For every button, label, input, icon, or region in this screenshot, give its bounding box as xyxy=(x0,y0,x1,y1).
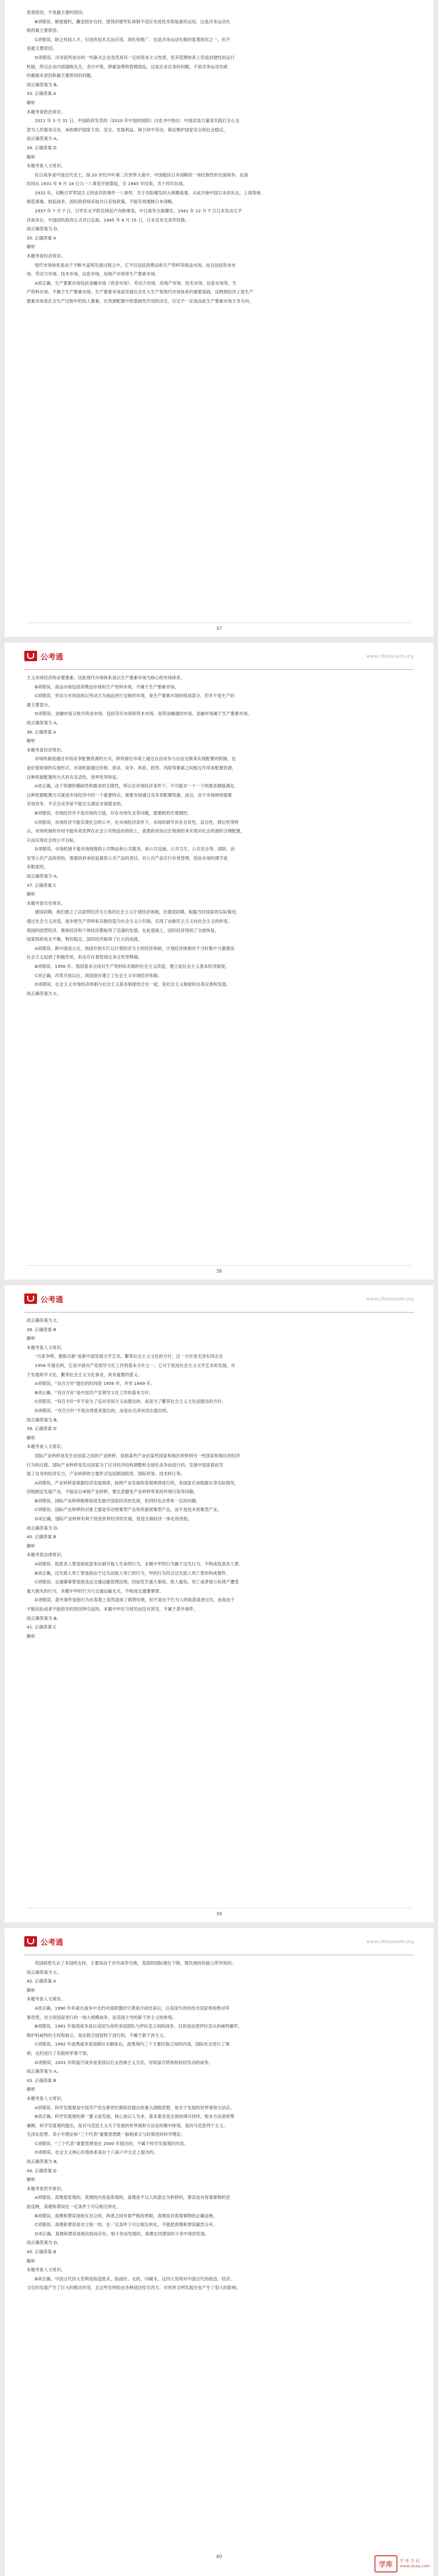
text-line: C项错误，缺乏科技人才，引进的技术无法应用，消化和推广，也是洋务运动失败的客观原因之一，但不 xyxy=(35,36,230,42)
text-line: A项错误，“双百方针”提出的时间是 1956 年，并非 1949 年。 xyxy=(35,1381,155,1387)
page-footer-rule xyxy=(27,622,411,623)
text-line: 兼顾。科学发展观的提出，是对马克思主义关于发展的世界观和方法论的集中体现，是同马克思列宁主义、 xyxy=(27,2122,228,2128)
text-line: “百家争鸣、推陈出新”是新中国发展文学艺术、繁荣社会主义文化的方针，这一方针是毛泽东同志在 xyxy=(35,1354,223,1359)
text-line: B项正确，科学发展观的第一要义是发展，核心是以人为本，基本要求是全面协调可持续，根本方法是统筹 xyxy=(35,2114,235,2120)
text-line: 41. 正确答案 C xyxy=(27,1624,57,1630)
document-page-38 xyxy=(5,643,433,1280)
text-line: A项正确，1990 年科索沃战争中北约对南联盟的空袭是冷战结束后，以美国为首的西方国家利用绝对军 xyxy=(35,2005,230,2011)
text-line: 国家财政收支平衡，物价稳定，国民经济取得了巨大的成就。 xyxy=(27,937,142,942)
text-line: 本题考查政治常识。 xyxy=(27,109,65,115)
page-body xyxy=(27,1959,411,2293)
text-line: A项错误，科学发展观是中国共产党在新世纪新阶段提出的重大战略思想，是关于发展的世界观和方法论。 xyxy=(35,2105,235,2110)
text-line: 42. 正确答案 A xyxy=(27,1978,57,1984)
text-line: 这种资源配置方式就是市场经济中的一个重要特点，需要市场通过竞争来配置资源。而且，由于市场规则需要 xyxy=(27,792,232,798)
text-line: 从而实现社会的公平目标。 xyxy=(27,837,78,843)
text-line: 故正确答案为 D。 xyxy=(27,226,61,232)
text-line: B项正确，中国古代四大发明是指造纸术、指南针、火药、印刷术，这四大发明对中国古代的政治、经济、 xyxy=(35,2276,235,2282)
text-line: B项正确，“双百方针”是中国共产党领导文化工作的基本方针。 xyxy=(35,1390,153,1395)
text-line: 通过社会主义改造，逐步把生产资料私有制改造为社会主义公有制，实现了由新民主主义向社会主义的转变。 xyxy=(27,919,232,924)
brand-name: 公考通 xyxy=(41,653,64,662)
text-line: B项错误，真理和谬误是相互对立的，两者之间有着严格的界限，真理是对客观事物的正确反映。 xyxy=(35,2213,218,2218)
text-line: 本题考查人文常识。 xyxy=(27,1344,65,1350)
text-line: 故正确答案为 B。 xyxy=(27,1615,61,1621)
text-line: 故正确答案为 C。 xyxy=(27,1318,61,1323)
page-header xyxy=(24,1928,414,1955)
text-line: D项错误，市场机制不能有效地提供公共物品和公共服务，如公共设施、公共卫生、公共安全等。国防、治 xyxy=(35,846,235,852)
watermark-logo: 学库 xyxy=(374,2555,397,2573)
brand-logo-icon xyxy=(24,651,37,661)
text-line: 事优势，对主权国家进行的一场大规模战争，是美国主导的新干涉主义的体现。 xyxy=(27,2014,176,2020)
text-line: 制造事端，挑起战争，国民政府则采取对日妥协政策，不能有效遏制日本侵略。 xyxy=(27,199,176,205)
text-line: 故正确答案为 B。 xyxy=(27,82,61,87)
text-line: 故正确答案为 D。 xyxy=(27,1525,61,1531)
text-line: 33. 正确答案 A xyxy=(27,91,57,97)
header-url: www.chinaexam.org xyxy=(366,1939,414,1944)
page-number: 39 xyxy=(216,1911,222,1917)
watermark-url: www.xkzq.com xyxy=(399,2564,430,2568)
text-line: 解析 xyxy=(27,2258,35,2264)
text-line: 45. 正确答案 B xyxy=(27,2249,57,2254)
text-line: 故正确答案为 B。 xyxy=(27,2159,61,2165)
text-line: 意为人民服务宗旨，承担维护国家主权、安全、发展利益，保卫和平劳动，保证维护国家安全和社会稳定， xyxy=(27,127,228,132)
brand-name: 公考通 xyxy=(41,1295,64,1304)
text-line: 1956 年提出的，它是中国共产党领导文化工作的基本方针之一。它对于促进社会主义文学艺术的发展，对 xyxy=(35,1362,235,1368)
text-line: 建国初期，我们建立了以国营经济为主体的社会主义计划经济体制，在建国初期，根据当时国家的实际情况， xyxy=(35,909,240,915)
text-line: 要素市场是社会生产过程中的投入要素。在资源配置中的基础性作用的决定，应定不一定是由此生产要素市场主导方向。 xyxy=(27,298,253,304)
text-line: B项错误，1991 年海湾战争是以美国为首的多国部队与伊拉克之间的战争，目的是迫使伊拉克从科威特撤军， xyxy=(35,2024,242,2029)
text-line: 解析 xyxy=(27,2177,35,2183)
text-line: D项错误，社会主义核心价值体系是在十六届六中全会上提出的。 xyxy=(35,2150,158,2155)
text-line: 主义市场经济的必要要素。因此现代市场体系是以生产要素市场为核心的市场体系。 xyxy=(27,675,185,680)
text-line: C项错误，劳动力市场是指以劳动力为商品进行交换的市场，是生产要素市场的组成部分，但并不是生产的 xyxy=(35,693,235,699)
text-line: 35. 正确答案 A xyxy=(27,235,57,241)
text-line: 安等公共产品的供给，需要政府承担起提供公共产品的责任，对公共产品实行有效管理，因此市场的调节是 xyxy=(27,855,228,861)
text-line: 我国的国营经济、集体经济和个体经济都取得了迅速的发展，在此基础上，国民经济得到了全面恢复， xyxy=(27,927,219,933)
text-line: 故正确答案为 C。 xyxy=(27,1969,61,1975)
text-line: C项正确，改革开放以后，我国逐步建立了社会主义市场经济体制。 xyxy=(35,972,162,978)
text-line: B项错误，市场经济并不是市场的万能，存在市场失灵等问题，需要政府宏观调控。 xyxy=(35,810,192,816)
text-line: A项正确，生产要素市场包括金融市场（资金市场）、劳动力市场、房地产市场、技术市场、信息市场等，生 xyxy=(35,280,237,286)
text-line: A项错误，真理是客观的，真理的内容是客观的，真理是不以人的意志为转移的，谬误是对客观事物的歪 xyxy=(35,2195,230,2201)
text-line: 37. 正确答案 C xyxy=(27,882,57,888)
text-line: 社会主义起到了积极作用，但也存在着管得过多过死等弊端。 xyxy=(27,955,142,960)
text-line: 洋战争后，中国国民政府正式对日宣战。1945 年 8 月 15 日，日本宣布无条件投降。 xyxy=(27,217,190,223)
text-line: 毛泽东思想、邓小平理论和“三个代表”重要思想既一脉相承又与时俱进的科学理论。 xyxy=(27,2132,185,2138)
page-number: 38 xyxy=(216,1269,222,1274)
text-line: 故正确答案为 A。 xyxy=(27,136,61,142)
text-line: 解析 xyxy=(27,891,35,897)
text-line: 解析 xyxy=(27,1633,35,1639)
page-footer-rule xyxy=(27,1265,411,1266)
text-line: 43. 正确答案 B xyxy=(27,2077,57,2083)
watermark-title: 学 库 专 区 xyxy=(399,2559,420,2563)
text-line: 行为和过程。国际产业转移是发达国家为了应对经济结构调整和全球化竞争而进行的，发展中国家借此发 xyxy=(27,1462,223,1468)
text-line: 解析 xyxy=(27,738,35,744)
text-line: 1937 年 7 月 7 日，日军在北平附近挑起卢沟桥事变，中日战争全面爆发。1941 年 12 月 7 日日本发动太平 xyxy=(35,208,242,214)
text-line: 39. 正确答案 D xyxy=(27,1426,57,1432)
text-line: 解析 xyxy=(27,244,35,250)
brand-logo xyxy=(24,1293,63,1304)
text-line: 时间从 1931 年 9 月 18 日九一八事变开始算起，至 1945 年结束，共十四年抗战。 xyxy=(27,181,187,187)
text-line: B项错误，商品市场包括消费品市场和生产资料市场，不属于生产要素市场。 xyxy=(35,684,179,690)
text-line: 本题考查人文常识。 xyxy=(27,2267,65,2273)
text-line: 曲反映，真理和谬误在一定条件下可以相互转化。 xyxy=(27,2204,121,2210)
text-line: 解析 xyxy=(27,99,35,105)
text-line: 2011 年 3 月 31 日，中国政府发表的《2010 年中国的国防》白皮书中指出：中国武装力量是实践打全心全 xyxy=(35,118,240,124)
text-line: 44. 正确答案 D xyxy=(27,2168,57,2173)
text-line: 现代市场体系是由于不断丰富和发展过程之中，它不仅包括消费品和生产资料等商品市场，而且包括资本市 xyxy=(35,262,236,268)
text-line: C项错误，1992 年波黑战争是南斯拉夫解体后，波黑境内三个主要民族之间的内战，国际社会进行了调 xyxy=(35,2041,230,2047)
site-watermark xyxy=(374,2555,430,2573)
text-line: B项错误，制度腐朽，藏金固步自封，使得封建军队体制不适应先进技术和装备的运用，这是洋务运动失 xyxy=(35,19,230,24)
text-line: D项正确，国际产业转移有利于促进世界经济的发展，促进全球经济一体化的进程。 xyxy=(35,1516,192,1522)
text-line: 解析 xyxy=(27,1987,35,1993)
text-line: 解析 xyxy=(27,154,35,160)
text-line: A项正确，由于资源的稀缺性和需求的无限性，所以在市场经济条件下，不可能对一个一个的需求都能满足， xyxy=(35,783,239,789)
text-line: 38. 正确答案 B xyxy=(27,1326,57,1332)
page-body xyxy=(27,1316,411,1641)
text-line: 本题考查人文常识。 xyxy=(27,2095,65,2101)
document-page-40 xyxy=(5,1928,433,2576)
page-body xyxy=(27,0,411,306)
text-line: 产资料市场，不属于生产要素市场。生产要素市场是发展社会化大生产和现代市场体系的重要基础，反映到经济上是生产 xyxy=(27,289,253,295)
brand-logo xyxy=(24,1936,63,1947)
text-line: 本题考查经济常识。 xyxy=(27,747,65,753)
text-line: A项错误，新中国成立后，我国开始实行以计划经济为主的经济体制，计划经济体制对于当时集中力量建设 xyxy=(35,945,235,951)
text-line: 本题考查人文常识。 xyxy=(27,163,65,169)
text-line: 本题考查哲学常识。 xyxy=(27,2186,65,2191)
text-line: 有效竞争，不完全竞争是不能完全满足市场需求的。 xyxy=(27,801,125,807)
page-number: 40 xyxy=(216,2554,222,2559)
text-line: 本题考查法律常识。 xyxy=(27,1552,65,1558)
text-line: 败的最主要原因。 xyxy=(27,28,61,34)
brand-logo-icon xyxy=(24,1293,37,1304)
text-line: 点。市场机制的作用不能有效发挥在社会公共物品的供给上，需要政府加以宏观调控来实现对社会资源的合理配置， xyxy=(27,828,245,834)
text-line: 展了自身的经济实力，产业转移的主要形式包括跨国投资、国际贸易、技术转让等。 xyxy=(27,1471,185,1477)
text-line: 故正确答案为 A。 xyxy=(27,874,61,879)
brand-name: 公考通 xyxy=(41,1938,64,1947)
text-line: 于发展科学文化、繁荣社会主义文化事业，具有重要的意义。 xyxy=(27,1372,142,1377)
text-line: 本题考查经济常识。 xyxy=(27,253,65,259)
text-line: 维护科威特的主权和独立，是在联合国授权下进行的，不属于新干涉主义。 xyxy=(27,2032,168,2038)
text-line: 场、劳动力市场，技术市场，信息市场，房地产市场等生产要素市场。 xyxy=(27,271,160,277)
text-line: 是最主要原因。 xyxy=(27,46,57,51)
text-line: 国际产业转移是发生在国家之间的产业转移，是指某些产业由某些国家和地区转移到另一些国家和地区的经济 xyxy=(35,1453,240,1458)
text-line: 故正确答案为 A。 xyxy=(27,2069,61,2074)
text-line: 40. 正确答案 B xyxy=(27,1534,57,1540)
text-line: 的最根本原因和最主要原因的问题。 xyxy=(27,73,95,79)
text-line: 1931 年，切断日军军国主义的进攻的事件一八事件，关于沈阳爆发的大规模战事，从此开始中国日本的东北，上海等地 xyxy=(35,190,261,196)
page-number: 37 xyxy=(216,626,222,631)
text-line: 故正确答案为 C。 xyxy=(27,990,61,996)
text-line: D项错误，洋务派所创办的一些新式企业虽然具有一定的资本主义性质，但其管理体系上仍是封建性的运行 xyxy=(35,54,235,60)
text-line: 故正确答案为 B。 xyxy=(27,1417,61,1422)
document-page-39 xyxy=(5,1285,433,1922)
text-line: 文化的发展产生了巨大的推动作用，且这些发明经由各种途径传至西方，对世界文明发展史也产生了很大的影响。 xyxy=(27,2285,241,2291)
text-line: B项错误，国际产业转移能够促进发展中国家经济的发展，但同时也会带来一定的问题。 xyxy=(35,1498,200,1503)
text-line: 有限度的。 xyxy=(27,864,48,870)
header-url: www.chinaexam.org xyxy=(366,653,414,659)
text-line: 本题考查人文常识。 xyxy=(27,1996,65,2002)
text-line: C项错误，“三个代表”重要思想是在 2000 年提出的，不属于科学发展观的内容。 xyxy=(35,2140,189,2146)
text-line: 不能抗拒或者不能预见的原因所引起的，本题中甲应当预见而没有预见，不属于意外事件。 xyxy=(27,1606,198,1612)
brand-logo-icon xyxy=(24,1936,37,1947)
text-line: A项错误，产业转移是根据经济发展规律，按照产业发展的客观规律进行的，各国家应该根据自身实际情况， xyxy=(35,1480,239,1486)
brand-logo xyxy=(24,651,63,662)
text-line: 最主要部分。 xyxy=(27,702,53,707)
text-line: 解析 xyxy=(27,1543,35,1549)
text-line: 本题考查人文常识。 xyxy=(27,1444,65,1450)
text-line: 市场机制是通过市场竞争配置资源的方式，即资源在市场上通过自由竞争与自由交换来实现配置的机制，也 xyxy=(35,756,236,762)
text-line: C项错误，真理和谬误是对立统一的，在一定条件下可以相互转化，不能把真理和谬误截然分开。 xyxy=(35,2222,218,2228)
text-line: D项正确，真理和谬误是相比较而存在，相斗争而发展的，真理在同谬误的斗争中得到发展。 xyxy=(35,2231,209,2236)
page-body xyxy=(27,673,411,998)
text-line: 机制，所以企业内部腐败丛生，贪污中饱，挥霍浪费和管理混乱，这是企业自身的问题，不是洋务运动失败 xyxy=(27,64,228,69)
text-line: B项错误，1956 年，我国基本完成对生产资料私有制的社会主义改造，建立起社会主义基本经济制度。 xyxy=(35,964,230,969)
header-url: www.chinaexam.org xyxy=(366,1296,414,1302)
text-line: 因地制宜发展产业，不能盲目承接产业转移，要注意避免产业转移带来的环境污染等问题。 xyxy=(27,1489,198,1495)
text-line: 34. 正确答案 D xyxy=(27,145,57,150)
text-line: C项错误，交通肇事罪是指违反交通运输管理法规，因而发生重大事故，致人重伤、死亡或者使公私财产遭受 xyxy=(35,1579,239,1585)
text-line: 停，北约进行了有限的军事干预。 xyxy=(27,2050,91,2056)
text-line: 英国病患失去了本国的支持，主要是由于对外战争失败，英国的国际地位下降，殖民地纷纷独立所导致的。 xyxy=(35,1960,236,1966)
text-line: 36. 正确答案 A xyxy=(27,729,57,735)
text-line: 故正确答案为 A。 xyxy=(27,720,61,725)
document-page-37 xyxy=(5,0,433,637)
text-line: B项正确，过失致人死亡罪是指由于过失而致人死亡的行为，甲的行为符合过失致人死亡罪的构成要件。 xyxy=(35,1570,230,1576)
text-line: 重大损失的行为，本题中甲的行为与交通运输无关，不构成交通肇事罪。 xyxy=(27,1588,164,1594)
text-line: 本题考查历史常识。 xyxy=(27,900,65,906)
text-line: 解析 xyxy=(27,1435,35,1440)
text-line: D项错误，2001 年阿富汗战争是美国以打击恐怖主义为名，对阿富汗塔利班政权发动的战争。 xyxy=(35,2059,213,2065)
text-line: 这种资源配置的方式具有灵活性、效率性等特征。 xyxy=(27,774,121,780)
text-line: 抗日战争是中国近代史上，指 20 世纪中叶第二次世界大战中，中国抵抗日本侵略的一场民族性的全面战争。抗战 xyxy=(35,172,248,178)
page-header xyxy=(24,643,414,670)
page-header xyxy=(24,1285,414,1313)
text-line: 解析 xyxy=(27,1336,35,1342)
text-line: 是价值规律的实现形式。市场机制通过价格、供求、竞争、利息、投资、风险等要素之间相互作用来配置资源， xyxy=(27,765,237,771)
text-line: C项错误，市场经济不能实现社会的公平，在市场经济条件下，市场的调节具有自发性，盲目性，滞后性等特 xyxy=(35,819,239,825)
text-line: D项错误，“双百方针”不是由周恩来提出的，而是由毛泽东同志提出的。 xyxy=(35,1407,171,1413)
text-line: D项错误，金融市场又称为资金市场，包括货币市场和资本市场，是资金融通的市场，金融市场属于生产要素市场。 xyxy=(35,711,252,717)
watermark-caption xyxy=(400,2559,430,2569)
text-line: C项错误，“双百方针”并不是为了反对帝国主义而提出的，而是为了繁荣社会主义文化而提出的方针。 xyxy=(35,1399,226,1405)
text-line: A项错误，故意杀人罪是指故意非法剥夺他人生命的行为，本题中甲的行为属于过失行为，不构成故意杀人罪。 xyxy=(35,1561,243,1567)
text-line: 故正确答案为 D。 xyxy=(27,2240,61,2246)
text-line: D项错误，社会主义市场经济体制与社会主义基本制度结合在一起，是社会主义制度的自我完善和发展。 xyxy=(35,982,231,987)
text-line: D项错误，意外事件是指行为在客观上虽然造成了损害结果，但不是出于行为人的故意或者过失，而是由于 xyxy=(35,1597,235,1603)
text-line: C项错误，国际产业转移的对象主要是劳动密集型产业和资源密集型产业，而不是技术密集型产业。 xyxy=(35,1507,222,1513)
text-line: 解析 xyxy=(27,2087,35,2092)
text-line: 客观原因，不是最主要的原因。 xyxy=(27,10,87,15)
